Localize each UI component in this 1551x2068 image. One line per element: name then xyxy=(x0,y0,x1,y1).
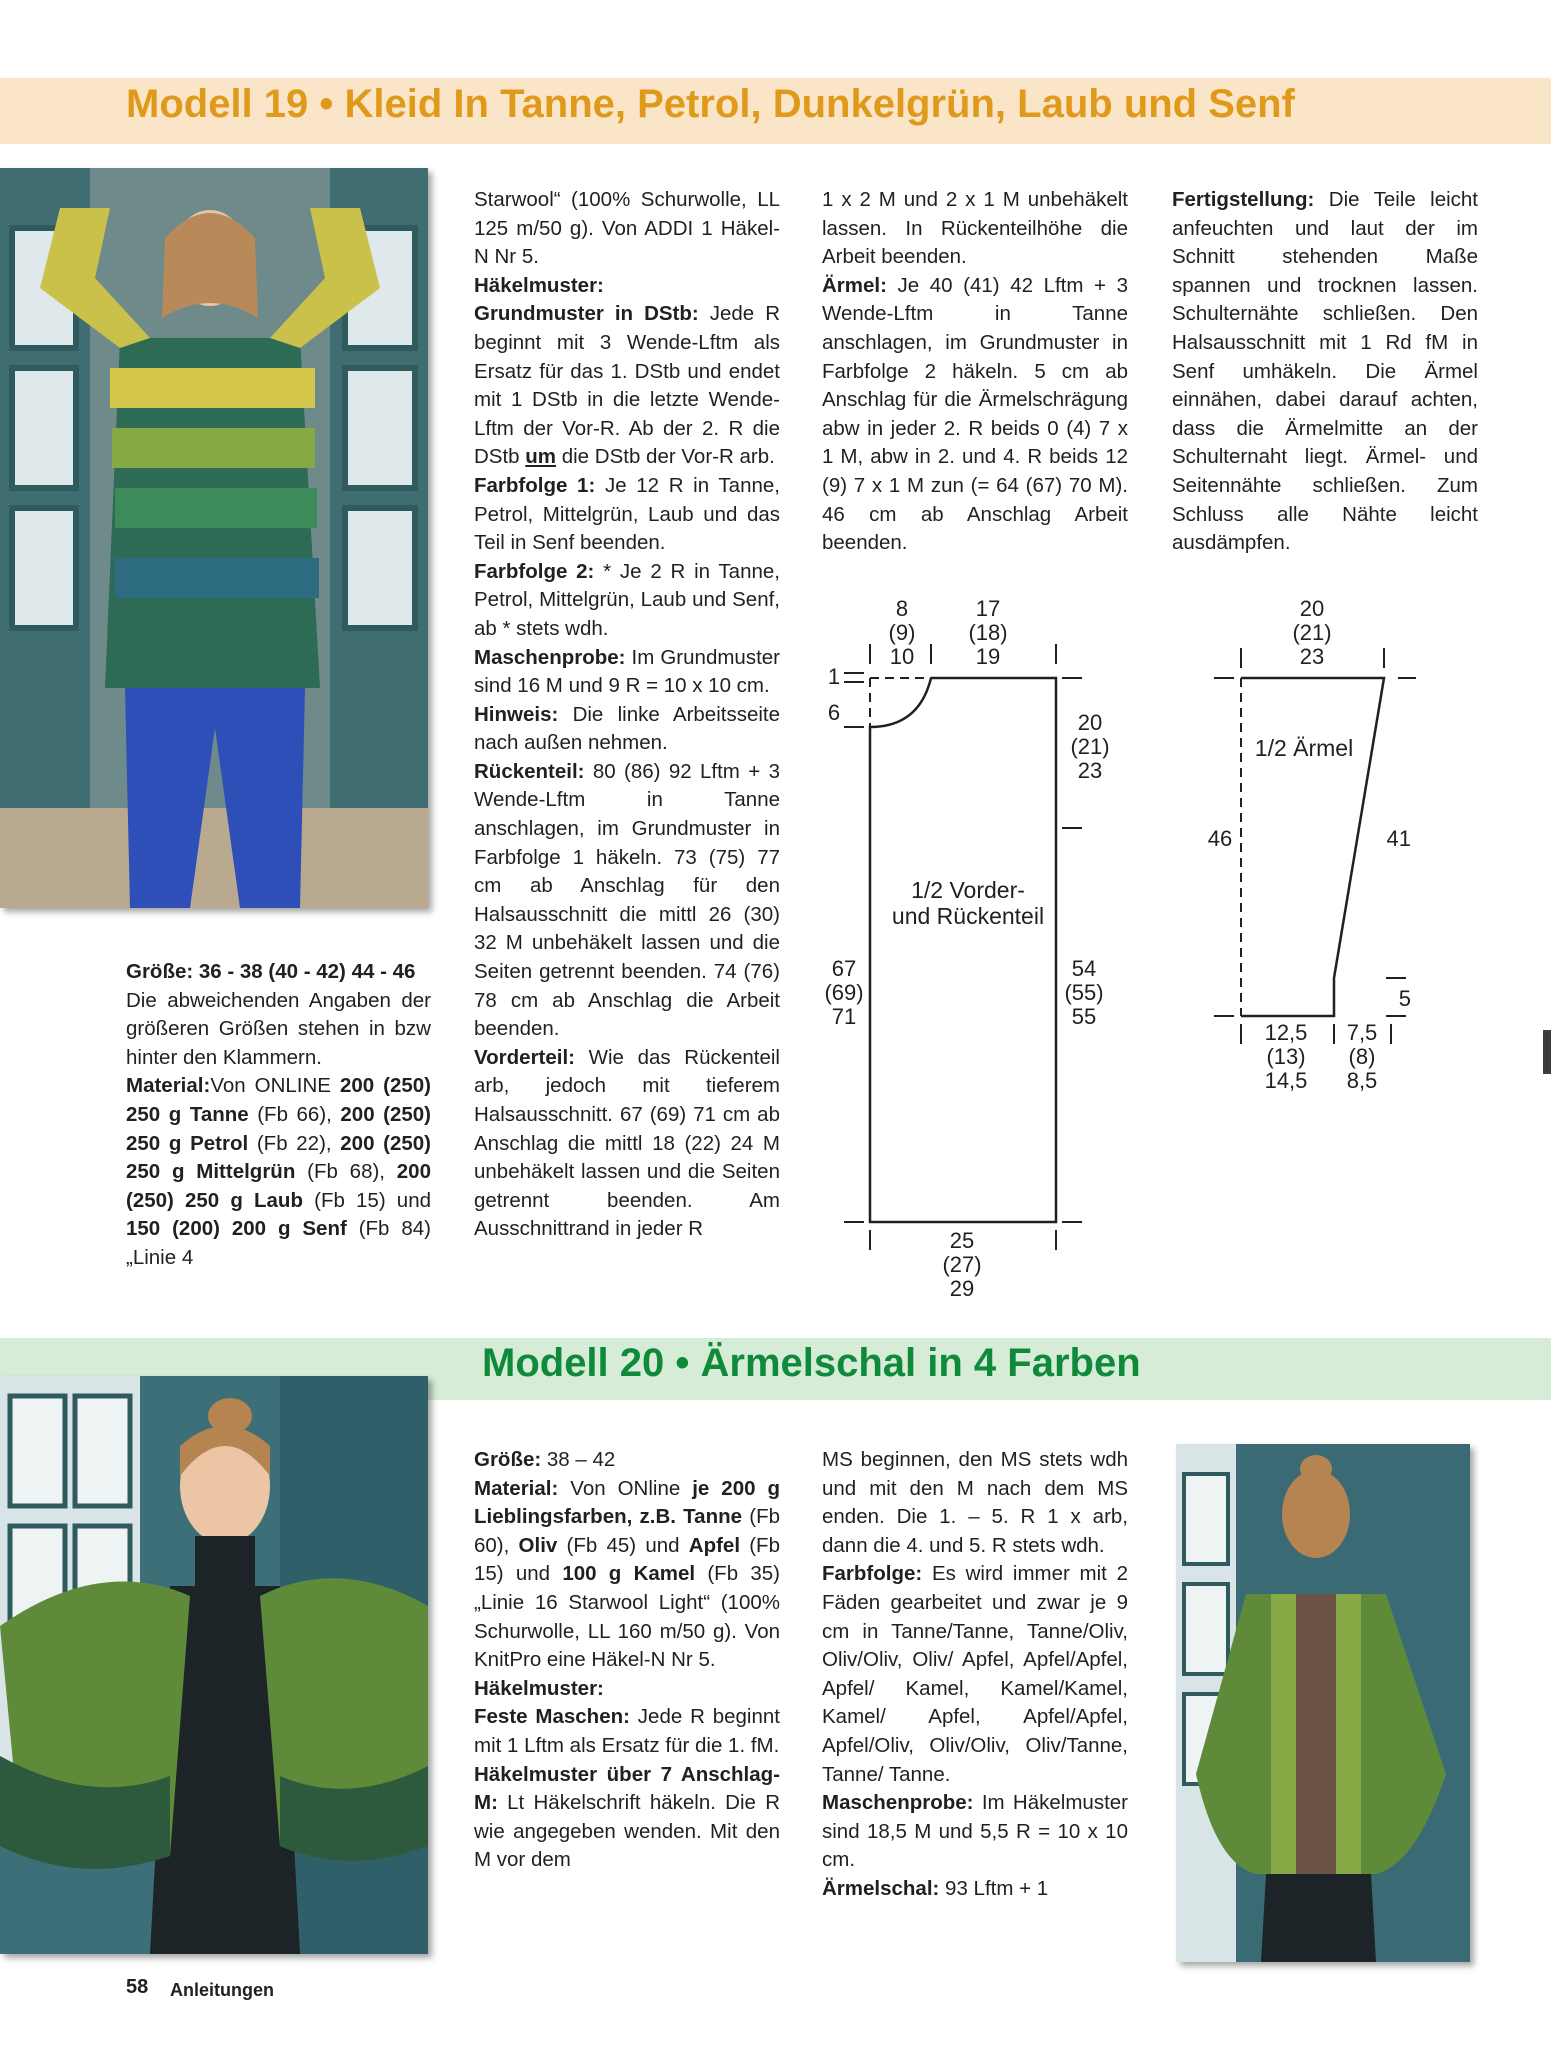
grundmuster-text: Jede R beginnt mit 3 Wende-Lftm als Ersatz für das 1. DStb und endet mit 1 DStb in die letzte Wende-Lftm der Vor-R. Ab der 2. R die DStb xyxy=(474,302,781,469)
material-yarn-mittelgruen: 200 (250) 250 g Mittelgrün xyxy=(126,1131,431,1184)
dim-shoulder-width: 19 xyxy=(975,644,1001,669)
size-text-20: 38 – 42 xyxy=(541,1448,616,1471)
rueckenteil-text: 80 (86) 92 Lftm + 3 Wende-Lftm in Tanne anschlagen, im Grundmuster in Farbfolge 1 häkeln. 73 (75) 77 cm ab Anschlag für den Halsausschnitt die mittl 26 (30) 32 M unbehäkelt lassen und die Seiten getrennt beenden. 74 (76) 78 cm ab Anschlag die Arbeit beenden. xyxy=(474,759,780,1041)
material-text: (Fb 68), xyxy=(295,1160,397,1184)
dim-left-length: 67 xyxy=(831,956,857,981)
dim-neck-width: (9) xyxy=(888,620,916,645)
hinweis-heading: Hinweis: xyxy=(474,702,559,726)
grundmuster-heading: Grundmuster in DStb: xyxy=(474,302,699,326)
aermel-text: Je 40 (41) 42 Lftm + 3 Wende-Lftm in Tanne anschlagen, im Grundmuster in Farbfolge 2 häkeln. 5 cm ab Anschlag für die Ärmelschrägung abw in jeder 2. R beids 0 (4) 7 x 1 M, abw in 2. und 4. R beids 12 (9) 7 x 1 M zun (= 64 (67) 70 M). 46 cm ab Anschlag Arbeit beenden. xyxy=(822,273,1128,555)
intro-text: Starwool“ (100% Schurwolle, LL 125 m/50 g). Von ADDI 1 Häkel-N Nr 5. xyxy=(474,188,780,269)
aermelschal-text: 93 Lftm + 1 xyxy=(939,1876,1049,1900)
farbfolge-2-heading: Farbfolge 2: xyxy=(474,559,595,583)
maschenprobe-heading-20: Maschenprobe: xyxy=(822,1791,974,1815)
material-yarn-kamel: 100 g Kamel xyxy=(562,1562,696,1586)
schematic-sleeve xyxy=(1186,590,1416,1110)
dim-left-length: 71 xyxy=(831,1004,857,1029)
material-yarn-senf: 150 (200) 200 g Senf xyxy=(126,1217,347,1241)
material-text: (Fb 15) und xyxy=(474,1533,780,1586)
dim-sleeve-bottom-right: (8) xyxy=(1348,1044,1376,1069)
maschenprobe-text: Im Grundmuster sind 16 M und 9 R = 10 x 10 cm. xyxy=(474,645,780,698)
page-number: 58 xyxy=(126,1976,149,1998)
vorderteil-heading: Vorderteil: xyxy=(474,1045,575,1069)
piece-label: und Rückenteil xyxy=(891,903,1045,929)
section-label: Anleitungen xyxy=(170,1980,274,2000)
schematic-front-back xyxy=(814,590,1114,1310)
fertigstellung-text: Die Teile leicht anfeuchten und laut der im Schnitt stehenden Maße spannen und trocknen lassen. Schulternähte schließen. Den Halsausschnitt mit 1 Rd fM in Senf umhäkeln. Die Ärmel einnähen, dabei darauf achten, dass die Ärmelmitte an der Schulternaht liegt. Ärmel- und Seitennähte schließen. Zum Schluss alle Nähte leicht ausdämpfen. xyxy=(1172,188,1478,555)
dim-armhole: 23 xyxy=(1077,758,1103,783)
material-yarn-tanne: 200 (250) 250 g Tanne xyxy=(126,1074,431,1126)
muster-heading-20: Häkelmuster: xyxy=(474,1676,604,1700)
farbfolge-2-text: * Je 2 R in Tanne, Petrol, Mittelgrün, Laub und Senf, ab * stets wdh. xyxy=(474,559,780,640)
dim-sleeve-top: 23 xyxy=(1299,644,1325,669)
hinweis-text: Die linke Arbeitsseite nach außen nehmen. xyxy=(474,702,780,755)
material-text: (Fb 15) und xyxy=(302,1188,431,1212)
dim-sleeve-bottom-left: 14,5 xyxy=(1264,1068,1308,1093)
dim-neck-width: 8 xyxy=(895,596,909,621)
dim-sleeve-top: 20 xyxy=(1299,596,1325,621)
maschenprobe-heading: Maschenprobe: xyxy=(474,645,626,669)
grundmuster-text-end: die DStb der Vor-R arb. xyxy=(556,445,775,469)
schematic-outline xyxy=(870,678,1056,1222)
dim-shoulder-width: (18) xyxy=(968,620,1008,645)
haekelmuster-text: Lt Häkelschrift häkeln. Die R wie angegeben wenden. Mit den M vor dem xyxy=(474,1791,780,1872)
model-19-title: Modell 19 • Kleid In Tanne, Petrol, Dunkelgrün, Laub und Senf xyxy=(126,82,1295,126)
farbfolge-1-text: Je 12 R in Tanne, Petrol, Mittelgrün, Laub und das Teil in Senf beenden. xyxy=(474,473,780,555)
farbfolge-heading-20: Farbfolge: xyxy=(822,1562,923,1586)
material-heading: Material: xyxy=(126,1074,211,1098)
feste-maschen-text: Jede R beginnt mit 1 Lftm als Ersatz für die 1. fM. xyxy=(474,1705,780,1757)
model-19-column-2 xyxy=(474,186,780,1244)
dim-sleeve-slope: 41 xyxy=(1386,826,1411,851)
dim-sleeve-bottom-left: 12,5 xyxy=(1264,1020,1308,1045)
farbfolge-1-heading: Farbfolge 1: xyxy=(474,473,596,497)
dim-neck-depth-back: 1 xyxy=(827,664,841,689)
dim-sleeve-cuff-height: 5 xyxy=(1398,986,1411,1011)
photo-model-20-back xyxy=(1176,1444,1470,1962)
model-20-title: Modell 20 • Ärmelschal in 4 Farben xyxy=(482,1341,1141,1385)
material-text: (Fb 66), xyxy=(248,1102,341,1126)
photo-model-19-dress xyxy=(0,168,428,908)
model-19-column-3 xyxy=(822,186,1128,558)
muster-heading: Häkelmuster: xyxy=(474,273,604,297)
material-text: Von ONline xyxy=(558,1476,693,1500)
size-heading: Größe: 36 - 38 (40 - 42) 44 - 46 xyxy=(126,960,416,983)
material-heading-20: Material: xyxy=(474,1476,559,1500)
material-yarn-laub: 200 (250) 250 g Laub xyxy=(126,1160,431,1212)
dim-armhole: (21) xyxy=(1070,734,1110,759)
sleeve-outline xyxy=(1241,678,1384,1016)
model-19-column-1 xyxy=(126,958,431,1273)
feste-maschen-heading: Feste Maschen: xyxy=(474,1705,630,1729)
material-text: Von ONLINE xyxy=(210,1074,340,1098)
page-edge-marker xyxy=(1543,1030,1551,1074)
dim-bottom-width: 25 xyxy=(949,1228,975,1253)
sleeve-label: 1/2 Ärmel xyxy=(1254,735,1354,761)
haekelmuster-heading: Häkelmuster über 7 Anschlag-M: xyxy=(474,1762,780,1815)
aermel-heading: Ärmel: xyxy=(822,273,887,297)
dim-sleeve-top: (21) xyxy=(1292,620,1332,645)
dim-neck-depth-front: 6 xyxy=(827,700,841,725)
dim-shoulder-width: 17 xyxy=(975,596,1001,621)
dim-side-length: (55) xyxy=(1064,980,1104,1005)
material-text: (Fb 84) „Linie 4 xyxy=(126,1217,431,1269)
model-20-column-2 xyxy=(822,1446,1128,1904)
material-text: (Fb 45) und xyxy=(557,1533,689,1557)
maschenprobe-text-20: Im Häkelmuster sind 18,5 M und 5,5 R = 10 x 10 cm. xyxy=(822,1791,1128,1872)
material-text: (Fb 60), xyxy=(474,1505,780,1557)
dim-sleeve-length: 46 xyxy=(1207,826,1233,851)
size-note: Die abweichenden Angaben der größeren Größen stehen in bzw hinter den Klammern. xyxy=(126,988,431,1069)
dim-bottom-width: 29 xyxy=(949,1276,975,1301)
piece-label: 1/2 Vorder- xyxy=(911,877,1025,903)
dim-bottom-width: (27) xyxy=(942,1252,982,1277)
farbfolge-text-20: Es wird immer mit 2 Fäden gearbeitet und zwar je 9 cm in Tanne/Tanne, Tanne/Oliv, Oliv/Oliv, Oliv/ Apfel, Apfel/Apfel, Apfel/ Kamel, Kamel/Kamel, Kamel/ Apfel, Apfel/Apfel, Apfel/Oliv, Oliv/Oliv, Oliv/Tanne, Tanne/ Tanne. xyxy=(822,1562,1128,1786)
dim-sleeve-bottom-right: 8,5 xyxy=(1346,1068,1378,1093)
rueckenteil-heading: Rückenteil: xyxy=(474,759,585,783)
material-yarn-apfel: Apfel xyxy=(688,1533,741,1557)
fertigstellung-heading: Fertigstellung: xyxy=(1172,188,1315,211)
size-heading-20: Größe: xyxy=(474,1448,542,1471)
model-20-column-1 xyxy=(474,1446,780,1875)
model-19-column-4 xyxy=(1172,186,1478,558)
dim-neck-width: 10 xyxy=(889,644,915,669)
dim-side-length: 55 xyxy=(1071,1004,1097,1029)
material-yarn-oliv: Oliv xyxy=(518,1533,558,1557)
dim-sleeve-bottom-right: 7,5 xyxy=(1346,1020,1378,1045)
grundmuster-um: um xyxy=(525,445,557,469)
dim-sleeve-bottom-left: (13) xyxy=(1266,1044,1306,1069)
aermelschal-heading: Ärmelschal: xyxy=(822,1876,940,1900)
vorderteil-continued: 1 x 2 M und 2 x 1 M unbehäkelt lassen. In Rückenteilhöhe die Arbeit beenden. xyxy=(822,188,1128,269)
material-yarn-tanne: je 200 g Lieblingsfarben, z.B. Tanne xyxy=(474,1476,780,1529)
photo-model-20-front xyxy=(0,1376,428,1954)
material-text: (Fb 35) „Linie 16 Starwool Light“ (100% Schurwolle, LL 160 m/50 g). Von KnitPro eine Häkel-N Nr 5. xyxy=(474,1562,780,1672)
haekelmuster-continued: MS beginnen, den MS stets wdh und mit den M nach dem MS enden. Die 1. – 5. R 1 x arb, dann die 4. und 5. R stets wdh. xyxy=(822,1448,1128,1557)
vorderteil-text: Wie das Rückenteil arb, jedoch mit tieferem Halsausschnitt. 67 (69) 71 cm ab Anschlag die mittl 18 (22) 24 M unbehäkelt lassen und die Seiten getrennt beenden. Am Ausschnittrand in jeder R xyxy=(474,1045,780,1241)
dim-left-length: (69) xyxy=(824,980,864,1005)
material-yarn-petrol: 200 (250) 250 g Petrol xyxy=(126,1102,431,1155)
dim-armhole: 20 xyxy=(1077,710,1103,735)
dim-side-length: 54 xyxy=(1071,956,1097,981)
material-text: (Fb 22), xyxy=(248,1131,341,1155)
